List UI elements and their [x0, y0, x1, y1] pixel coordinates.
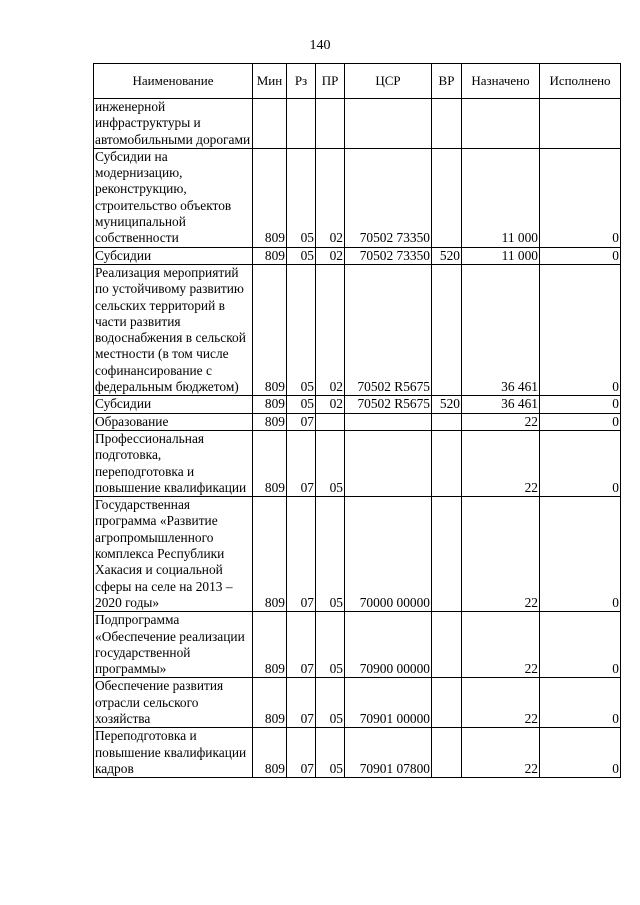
row-name: Переподготовка и повышение квалификации кадров — [94, 728, 253, 778]
row-pr: 05 — [316, 497, 345, 612]
row-assigned: 36 461 — [462, 396, 540, 413]
row-assigned: 11 000 — [462, 247, 540, 264]
row-csr — [345, 430, 432, 496]
row-vr — [432, 413, 462, 430]
row-rz: 07 — [287, 728, 316, 778]
table-row — [94, 148, 621, 247]
row-assigned — [462, 99, 540, 149]
row-done: 0 — [540, 247, 621, 264]
row-pr — [316, 413, 345, 430]
row-done: 0 — [540, 728, 621, 778]
row-min: 809 — [253, 497, 287, 612]
row-min: 809 — [253, 728, 287, 778]
row-csr — [345, 413, 432, 430]
row-csr: 70502 73350 — [345, 247, 432, 264]
budget-table — [93, 63, 621, 778]
header-done: Исполнено — [540, 64, 621, 99]
row-pr: 02 — [316, 247, 345, 264]
row-min: 809 — [253, 413, 287, 430]
row-name: Субсидии на модернизацию, реконструкцию, строительство объектов муниципальной собственности — [94, 148, 253, 247]
table-row — [94, 264, 621, 395]
row-min: 809 — [253, 678, 287, 728]
row-name: Подпрограмма «Обеспечение реализации государственной программы» — [94, 612, 253, 678]
table-row — [94, 247, 621, 264]
row-name: инженерной инфраструктуры и автомобильными дорогами — [94, 99, 253, 149]
table-row — [94, 396, 621, 413]
row-name: Образование — [94, 413, 253, 430]
row-name: Обеспечение развития отрасли сельского хозяйства — [94, 678, 253, 728]
row-rz: 07 — [287, 497, 316, 612]
table-header-row — [94, 64, 621, 99]
row-assigned: 22 — [462, 678, 540, 728]
row-assigned: 36 461 — [462, 264, 540, 395]
row-done: 0 — [540, 497, 621, 612]
row-csr: 70502 R5675 — [345, 264, 432, 395]
page-number: 140 — [309, 38, 331, 53]
row-name: Профессиональная подготовка, переподготовка и повышение квалификации — [94, 430, 253, 496]
header-vr: ВР — [432, 64, 462, 99]
header-csr: ЦСР — [345, 64, 432, 99]
row-name: Субсидии — [94, 247, 253, 264]
header-name: Наименование — [94, 64, 253, 99]
row-vr — [432, 264, 462, 395]
row-csr: 70901 00000 — [345, 678, 432, 728]
row-vr — [432, 430, 462, 496]
row-rz: 07 — [287, 678, 316, 728]
row-done: 0 — [540, 678, 621, 728]
row-assigned: 22 — [462, 497, 540, 612]
row-rz: 05 — [287, 247, 316, 264]
row-min: 809 — [253, 430, 287, 496]
table-row — [94, 612, 621, 678]
row-done: 0 — [540, 612, 621, 678]
row-done: 0 — [540, 430, 621, 496]
table-row — [94, 728, 621, 778]
header-rz: Рз — [287, 64, 316, 99]
row-rz: 05 — [287, 148, 316, 247]
row-csr — [345, 99, 432, 149]
row-rz: 07 — [287, 430, 316, 496]
row-pr: 05 — [316, 612, 345, 678]
row-done: 0 — [540, 264, 621, 395]
row-vr — [432, 612, 462, 678]
row-vr — [432, 99, 462, 149]
row-pr: 05 — [316, 728, 345, 778]
row-rz — [287, 99, 316, 149]
row-pr: 02 — [316, 148, 345, 247]
row-assigned: 22 — [462, 612, 540, 678]
row-rz: 05 — [287, 264, 316, 395]
row-assigned: 22 — [462, 413, 540, 430]
row-csr: 70900 00000 — [345, 612, 432, 678]
row-pr: 05 — [316, 430, 345, 496]
row-done: 0 — [540, 148, 621, 247]
row-vr — [432, 148, 462, 247]
table-row — [94, 430, 621, 496]
row-pr — [316, 99, 345, 149]
row-rz: 05 — [287, 396, 316, 413]
row-name: Государственная программа «Развитие агропромышленного комплекса Республики Хакасия и социальной сферы на селе на 2013 – 2020 годы» — [94, 497, 253, 612]
row-csr: 70901 07800 — [345, 728, 432, 778]
table-row — [94, 99, 621, 149]
row-min: 809 — [253, 612, 287, 678]
row-pr: 02 — [316, 264, 345, 395]
header-min: Мин — [253, 64, 287, 99]
row-done: 0 — [540, 396, 621, 413]
row-pr: 05 — [316, 678, 345, 728]
row-csr: 70502 R5675 — [345, 396, 432, 413]
row-done: 0 — [540, 413, 621, 430]
row-vr — [432, 728, 462, 778]
row-csr: 70000 00000 — [345, 497, 432, 612]
row-assigned: 22 — [462, 430, 540, 496]
row-done — [540, 99, 621, 149]
table-row — [94, 413, 621, 430]
row-min: 809 — [253, 148, 287, 247]
row-name: Реализация мероприятий по устойчивому развитию сельских территорий в части развития водоснабжения в сельской местности (в том числе софинансирование с федеральным бюджетом) — [94, 264, 253, 395]
row-assigned: 22 — [462, 728, 540, 778]
row-assigned: 11 000 — [462, 148, 540, 247]
row-vr — [432, 678, 462, 728]
row-vr: 520 — [432, 247, 462, 264]
row-name: Субсидии — [94, 396, 253, 413]
row-vr — [432, 497, 462, 612]
row-min: 809 — [253, 247, 287, 264]
row-rz: 07 — [287, 612, 316, 678]
row-rz: 07 — [287, 413, 316, 430]
table-row — [94, 497, 621, 612]
row-vr: 520 — [432, 396, 462, 413]
row-min — [253, 99, 287, 149]
header-pr: ПР — [316, 64, 345, 99]
row-min: 809 — [253, 396, 287, 413]
row-csr: 70502 73350 — [345, 148, 432, 247]
header-assigned: Назначено — [462, 64, 540, 99]
table-row — [94, 678, 621, 728]
row-min: 809 — [253, 264, 287, 395]
row-pr: 02 — [316, 396, 345, 413]
